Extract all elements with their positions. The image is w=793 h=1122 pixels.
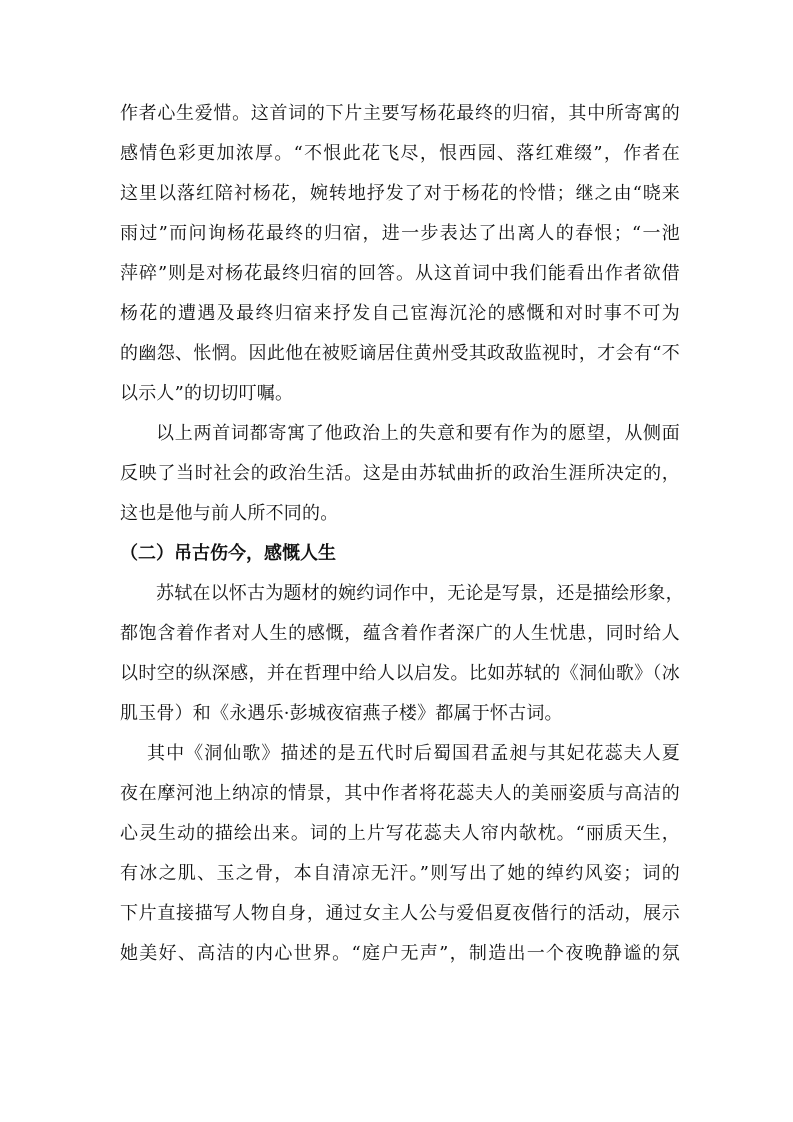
text-line: 的幽怨、怅惘。因此他在被贬谪居住黄州受其政敌监视时，才会有“不 xyxy=(120,343,680,364)
text-line: 感情色彩更加浓厚。“不恨此花飞尽，恨西园、落红难缀”，作者在 xyxy=(120,143,680,164)
text-line: 作者心生爱惜。这首词的下片主要写杨花最终的归宿，其中所寄寓的 xyxy=(120,103,680,124)
paragraph xyxy=(120,94,680,414)
text-line: 雨过”而问询杨花最终的归宿，进一步表达了出离人的春恨；“一池 xyxy=(120,223,680,244)
text-line: 苏轼在以怀古为题材的婉约词作中，无论是写景，还是描绘形象， xyxy=(156,583,684,604)
text-line: 夜在摩河池上纳凉的情景，其中作者将花蕊夫人的美丽姿质与高洁的 xyxy=(120,783,680,804)
text-line: 她美好、高洁的内心世界。“庭户无声”，制造出一个夜晚静谧的氛 xyxy=(120,943,680,964)
document-page xyxy=(120,94,684,974)
text-line: 以时空的纵深感，并在哲理中给人以启发。比如苏轼的《洞仙歌》（冰 xyxy=(120,663,680,684)
text-line: 以上两首词都寄寓了他政治上的失意和要有作为的愿望，从侧面 xyxy=(156,423,680,444)
paragraph xyxy=(120,734,680,974)
text-line: 下片直接描写人物自身，通过女主人公与爱侣夏夜偕行的活动，展示 xyxy=(120,903,680,924)
text-line: 这也是他与前人所不同的。 xyxy=(120,503,339,524)
text-line: 肌玉骨）和《永遇乐·彭城夜宿燕子楼》都属于怀古词。 xyxy=(120,703,563,724)
text-line: 杨花的遭遇及最终归宿来抒发自己宦海沉沦的感慨和对时事不可为 xyxy=(120,303,680,324)
section-heading: （二）吊古伤今，感慨人生 xyxy=(120,543,336,564)
paragraph xyxy=(120,574,684,734)
paragraph xyxy=(120,414,680,534)
text-line: 有冰之肌、玉之骨，本自清凉无汗。”则写出了她的绰约风姿；词的 xyxy=(120,863,680,884)
text-line: 心灵生动的描绘出来。词的上片写花蕊夫人帘内欹枕。“丽质天生， xyxy=(120,823,680,844)
text-line: 都饱含着作者对人生的感慨，蕴含着作者深广的人生忧患，同时给人 xyxy=(120,623,680,644)
text-line: 反映了当时社会的政治生活。这是由苏轼曲折的政治生涯所决定的， xyxy=(120,463,680,484)
text-line: 萍碎”则是对杨花最终归宿的回答。从这首词中我们能看出作者欲借 xyxy=(120,263,680,284)
text-line: 其中《洞仙歌》描述的是五代时后蜀国君孟昶与其妃花蕊夫人夏 xyxy=(147,743,680,764)
text-line: 这里以落红陪衬杨花，婉转地抒发了对于杨花的怜惜；继之由“晓来 xyxy=(120,183,680,204)
text-line: 以示人”的切切叮嘱。 xyxy=(120,383,294,404)
